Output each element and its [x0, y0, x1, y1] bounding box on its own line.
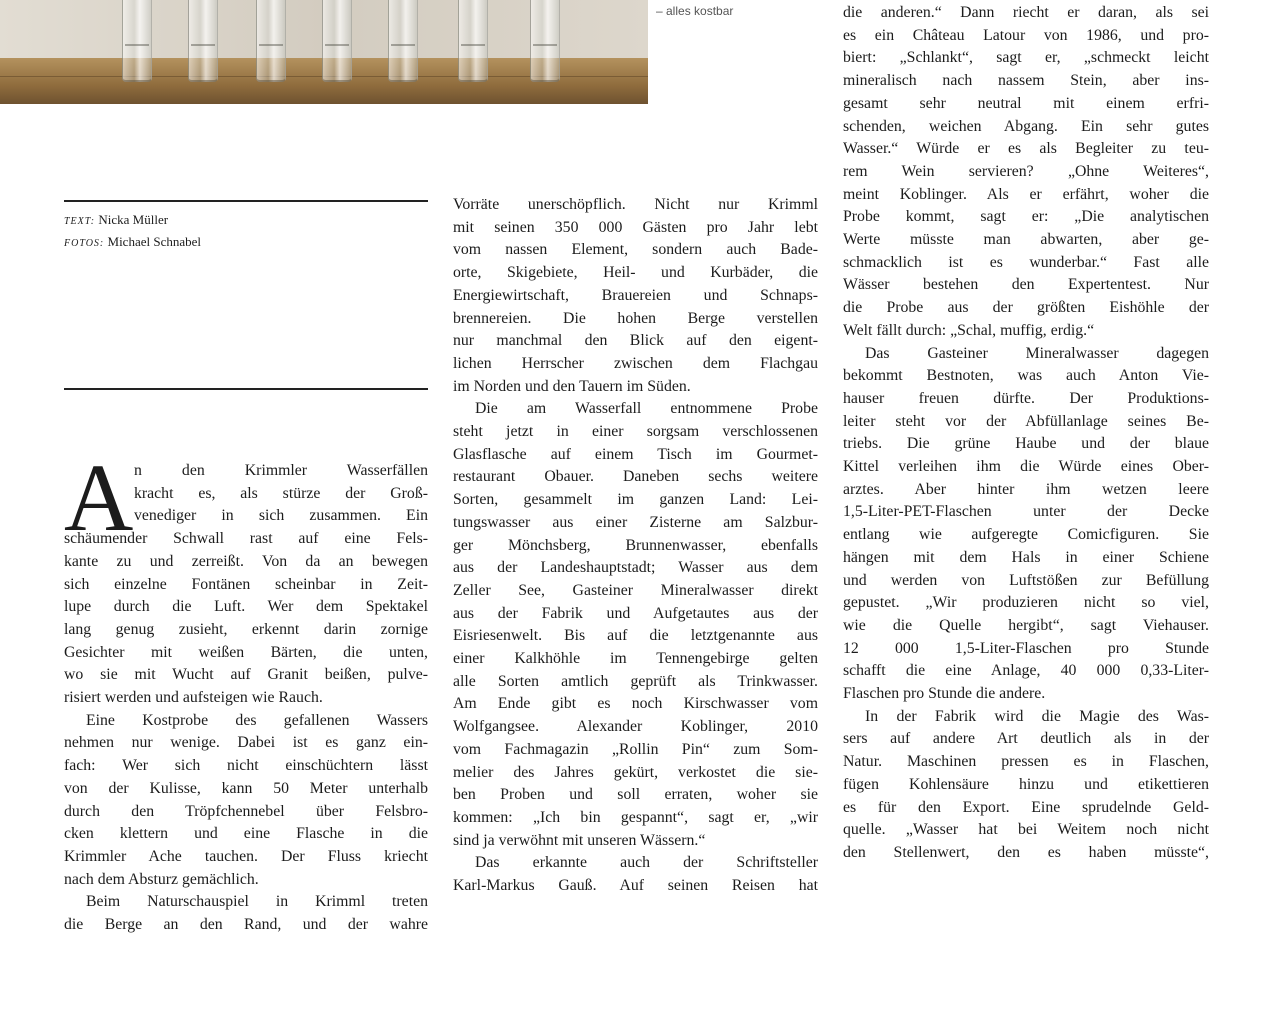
bottle: [188, 0, 218, 82]
text-line: ger Mönchsberg, Brunnenwasser, ebenfalls: [453, 536, 818, 554]
text-line: Krimmler Ache tauchen. Der Fluss kriecht: [64, 847, 428, 865]
text-line: Die am Wasserfall entnommene Probe: [475, 400, 818, 418]
bottle: [458, 0, 488, 82]
text-line: aus der Fabrik und Aufgetautes aus der: [453, 604, 818, 622]
text-line: brennereien. Die hohen Berge verstellen: [453, 309, 818, 327]
text-line: risiert werden und aufsteigen wie Rauch.: [64, 689, 323, 706]
text-line: nur manchmal den Blick auf den eigent-: [453, 332, 818, 350]
text-line: In der Fabrik wird die Magie des Was-: [865, 707, 1209, 725]
text-line: rem Wein servieren? „Ohne Weiteres“,: [843, 162, 1209, 180]
text-line: vom Fachmagazin „Rollin Pin“ zum Som-: [453, 740, 818, 758]
text-line: Karl-Markus Gauß. Auf seinen Reisen hat: [453, 877, 818, 894]
text-line: Wasser.“ Würde er es als Begleiter zu teu-: [843, 140, 1209, 158]
text-line: Wolfgangsee. Alexander Koblinger, 2010: [453, 718, 818, 736]
text-line: sers auf andere Art deutlich als in der: [843, 730, 1209, 748]
text-line: mineralisch nach nassem Stein, aber ins-: [843, 72, 1209, 90]
text-line: triebs. Die grüne Haube und der blaue: [843, 435, 1209, 453]
text-line: hängen mit dem Hals in einer Schiene: [843, 548, 1209, 566]
bottle: [256, 0, 286, 82]
text-line: aus der Landeshauptstadt; Wasser aus dem: [453, 559, 818, 577]
bottle: [122, 0, 152, 82]
text-line: restaurant Obauer. Daneben sechs weitere: [453, 468, 818, 486]
text-line: kommen: „Ich bin gespannt“, sagt er, „wir: [453, 808, 818, 826]
photo-credit-name: Michael Schnabel: [107, 234, 202, 249]
bottle: [530, 0, 560, 82]
text-line: melier des Jahres gekürt, verkostet die sie-: [453, 763, 818, 781]
credits-bottom-rule: [64, 388, 428, 390]
text-line: schafft die eine Anlage, 40 000 0,33-Liter-: [843, 662, 1209, 680]
text-line: gepustet. „Wir produzieren nicht so viel,: [843, 594, 1209, 612]
photo-caption: – alles kostbar: [656, 4, 734, 18]
text-line: sich einzelne Fontänen scheinbar in Zeit-: [64, 575, 428, 593]
text-line: Werte müsste man abwarten, aber ge-: [843, 231, 1209, 248]
text-line: lang genug zusieht, erkennt darin zornige: [64, 620, 428, 638]
text-line: schäumender Schwall rast auf eine Fels-: [64, 530, 428, 548]
text-line: Zeller See, Gasteiner Mineralwasser direkt: [453, 581, 818, 599]
text-line: schmacklich ist es wunderbar.“ Fast alle: [843, 253, 1209, 271]
text-line: wo sie mit Wucht auf Granit beißen, pulve-: [64, 666, 428, 684]
text-line: Probe kommt, sagt er: „Die analytischen: [843, 208, 1209, 226]
text-line: Das erkannte auch der Schriftsteller: [475, 854, 818, 872]
text-line: gesamt sehr neutral mit einem erfri-: [843, 94, 1209, 112]
text-line: quelle. „Wasser hat bei Weitem noch nicht: [843, 821, 1209, 839]
text-line: steht jetzt in einer sorgsam verschlossenen: [453, 423, 818, 440]
text-line: orte, Skigebiete, Heil- und Kurbäder, die: [453, 264, 818, 282]
bottles-photo: [0, 0, 648, 104]
text-line: von der Kulisse, kann 50 Meter unterhalb: [64, 779, 428, 797]
credits-top-rule: [64, 200, 428, 202]
text-line: es ein Château Latour von 1986, und pro-: [843, 26, 1209, 44]
text-line: n den Krimmler Wasserfällen: [134, 462, 428, 479]
text-line: Eisriesenwelt. Bis auf die letztgenannte aus: [453, 627, 818, 645]
text-line: Kittel verleihen ihm die Würde eines Ober-: [843, 458, 1209, 475]
text-line: die Berge an den Rand, und der wahre: [64, 916, 428, 933]
text-line: fach: Wer sich nicht einschüchtern lässt: [64, 757, 428, 775]
text-line: sind ja verwöhnt mit unseren Wässern.“: [453, 831, 706, 849]
text-line: den Stellenwert, den es haben müsste“,: [843, 843, 1209, 861]
text-credit: [64, 210, 201, 232]
text-line: 12 000 1,5-Liter-Flaschen pro Stunde: [843, 639, 1209, 657]
text-line: im Norden und den Tauern im Süden.: [453, 377, 691, 395]
text-credit-label: TEXT:: [64, 216, 96, 227]
text-line: kante zu und zerreißt. Von da an bewegen: [64, 552, 428, 570]
text-line: cken klettern und eine Flasche in die: [64, 825, 428, 843]
text-line: meint Koblinger. Als er erfährt, woher die: [843, 185, 1209, 203]
text-line: Beim Naturschauspiel in Krimml treten: [86, 893, 428, 911]
text-line: es für den Export. Eine sprudelnde Geld-: [843, 798, 1209, 816]
text-line: venediger in sich zusammen. Ein: [134, 507, 428, 525]
text-line: entlang wie aufgeregte Comicfiguren. Sie: [843, 526, 1209, 544]
text-line: die Probe aus der größten Eishöhle der: [843, 299, 1209, 317]
text-credit-name: Nicka Müller: [98, 212, 169, 227]
text-line: Gesichter mit weißen Bärten, die unten,: [64, 643, 428, 661]
text-line: ben Proben und soll erraten, woher sie: [453, 786, 818, 804]
text-line: Eine Kostprobe des gefallenen Wassers: [86, 711, 428, 729]
text-line: durch den Tröpfchennebel über Felsbro-: [64, 802, 428, 820]
text-line: nach dem Absturz gemächlich.: [64, 870, 259, 888]
text-line: nehmen nur wenige. Dabei ist es ganz ein-: [64, 734, 428, 752]
drop-cap: A: [64, 444, 134, 551]
text-line: Flaschen pro Stunde die andere.: [843, 685, 1046, 702]
text-line: Am Ende gibt es noch Kirschwasser vom: [453, 695, 818, 713]
text-line: Vorräte unerschöpflich. Nicht nur Krimml: [453, 196, 818, 213]
bottle: [388, 0, 418, 82]
text-line: Natur. Maschinen pressen es in Flaschen,: [843, 753, 1209, 771]
text-line: Welt fällt durch: „Schal, muffig, erdig.“: [843, 321, 1095, 339]
photo-credit-label: FOTOS:: [64, 238, 105, 249]
text-line: und werden von Luftstößen zur Befüllung: [843, 571, 1209, 589]
text-line: Sorten, gesammelt im ganzen Land: Lei-: [453, 491, 818, 509]
text-line: wie die Quelle hergibt“, sagt Viehauser.: [843, 616, 1209, 634]
text-line: Das Gasteiner Mineralwasser dagegen: [865, 344, 1209, 362]
credits: [64, 210, 201, 254]
text-line: fügen Kohlensäure hinzu und etikettieren: [843, 775, 1209, 793]
text-line: hauser freuen dürfte. Der Produktions-: [843, 389, 1209, 407]
text-line: einer Kalkhöhle im Tennengebirge gelten: [453, 650, 818, 667]
text-line: die anderen.“ Dann riecht er daran, als sei: [843, 4, 1209, 21]
text-line: Glasflasche auf einem Tisch im Gourmet-: [453, 445, 818, 463]
text-line: arztes. Aber hinter ihm wetzen leere: [843, 480, 1209, 498]
bottle: [322, 0, 352, 82]
text-line: Wässer bestehen den Expertentest. Nur: [843, 276, 1209, 294]
text-line: lupe durch die Luft. Wer dem Spektakel: [64, 598, 428, 616]
text-line: 1,5-Liter-PET-Flaschen unter der Decke: [843, 503, 1209, 521]
text-line: mit seinen 350 000 Gästen pro Jahr lebt: [453, 218, 818, 236]
text-line: Energiewirtschaft, Brauereien und Schnaps-: [453, 286, 818, 304]
text-line: biert: „Schlankt“, sagt er, „schmeckt leicht: [843, 49, 1209, 67]
text-line: bekommt Bestnoten, was auch Anton Vie-: [843, 367, 1209, 385]
photo-credit: [64, 232, 201, 254]
text-line: leiter steht vor der Abfüllanlage seines Be-: [843, 412, 1209, 430]
text-line: lichen Herrscher zwischen dem Flachgau: [453, 354, 818, 372]
text-line: alle Sorten amtlich geprüft als Trinkwasser.: [453, 672, 818, 690]
text-line: tungswasser aus einer Zisterne am Salzbur-: [453, 513, 818, 531]
text-line: kracht es, als stürze der Groß-: [134, 484, 428, 502]
text-line: vom nassen Element, sondern auch Bade-: [453, 241, 818, 259]
text-line: schenden, weichen Abgang. Ein sehr gutes: [843, 117, 1209, 135]
